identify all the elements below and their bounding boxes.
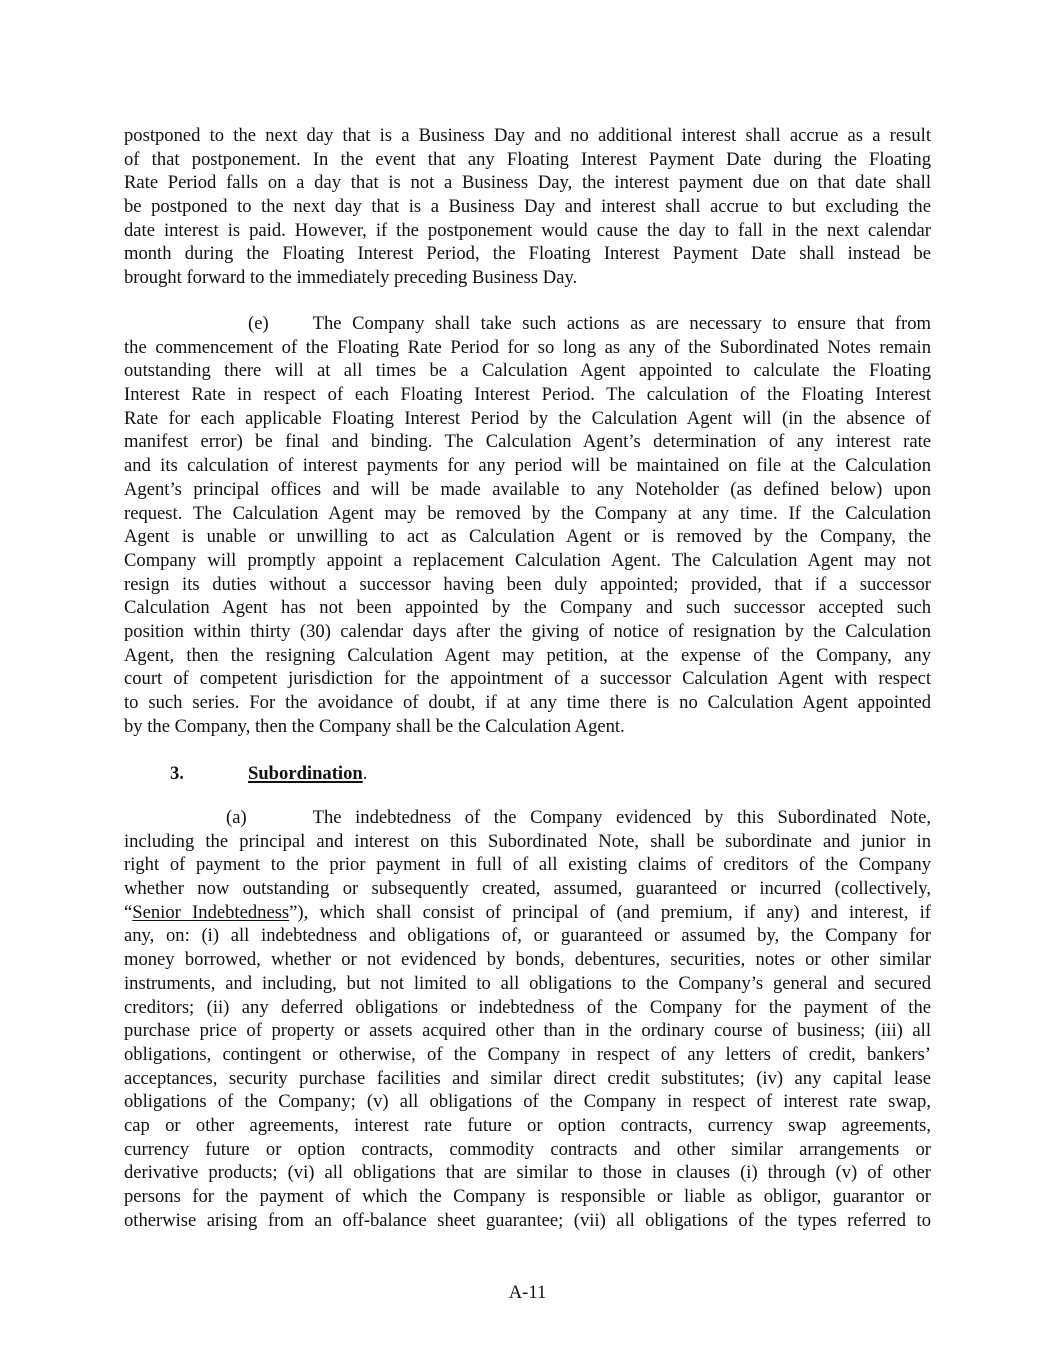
open-quote: “: [124, 901, 133, 923]
text-line: outstanding there will at all times be a Calculation Agent appointed to calculate the Floating: [124, 360, 931, 382]
text-line: resign its duties without a successor having been duly appointed; provided, that if a successor: [124, 573, 931, 595]
text-line: Rate for each applicable Floating Interest Period by the Calculation Agent will (in the absence of: [124, 407, 931, 429]
text-line: and its calculation of interest payments for any period will be maintained on file at the Calculation: [124, 455, 931, 477]
section-number: 3.: [170, 763, 184, 784]
text-line: instruments, and including, but not limited to all obligations to the Company’s general and secured: [124, 972, 931, 994]
text-line: whether now outstanding or subsequently created, assumed, guaranteed or incurred (collectively,: [124, 878, 931, 900]
text-line: to such series. For the avoidance of doubt, if at any time there is no Calculation Agent appointed: [124, 692, 931, 713]
section-title-period: .: [362, 763, 368, 784]
text-line: including the principal and interest on this Subordinated Note, shall be subordinate and junior in: [124, 830, 931, 852]
text-line: derivative products; (vi) all obligations that are similar to those in clauses (i) through (v) of other: [124, 1162, 931, 1184]
paragraph-marker: (e): [248, 313, 269, 334]
defined-term-senior-indebtedness: Senior Indebtedness: [132, 901, 290, 923]
text-line: cap or other agreements, interest rate future or option contracts, currency swap agreements,: [124, 1114, 931, 1136]
text-line: money borrowed, whether or not evidenced by bonds, debentures, securities, notes or other similar: [124, 949, 931, 971]
text-line: date interest is paid. However, if the postponement would cause the day to fall in the next calendar: [124, 219, 931, 241]
text-line: brought forward to the immediately preceding Business Day.: [124, 267, 578, 289]
text-line: Company will promptly appoint a replacement Calculation Agent. The Calculation Agent may not: [124, 549, 931, 571]
text-line: obligations of the Company; (v) all obligations of the Company in respect of interest rate swap,: [124, 1091, 931, 1113]
text-line: by the Company, then the Company shall be the Calculation Agent.: [124, 715, 625, 737]
text-line: Agent’s principal offices and will be made available to any Noteholder (as defined below) upon: [124, 478, 931, 500]
text-line: month during the Floating Interest Period, the Floating Interest Payment Date shall instead be: [124, 243, 931, 265]
defined-term-line: [124, 901, 931, 925]
text-line: Agent, then the resigning Calculation Agent may petition, at the expense of the Company, any: [124, 644, 931, 666]
text-line: any, on: (i) all indebtedness and obligations of, or guaranteed or assumed by, the Company for: [124, 925, 931, 947]
text-line: Interest Rate in respect of each Floating Interest Period. The calculation of the Floating Interest: [124, 384, 931, 406]
section-heading: [170, 762, 367, 786]
text-line: the commencement of the Floating Rate Period for so long as any of the Subordinated Notes remain: [124, 336, 931, 358]
text-line: position within thirty (30) calendar days after the giving of notice of resignation by the Calculation: [124, 620, 931, 642]
text-line: otherwise arising from an off-balance sheet guarantee; (vii) all obligations of the types referred to: [124, 1209, 931, 1231]
paragraph-marker: (a): [226, 807, 247, 828]
text-line: Rate Period falls on a day that is not a Business Day, the interest payment due on that date shall: [124, 172, 931, 194]
paragraph-e: [124, 312, 931, 738]
text-line: ”), which shall consist of principal of (and premium, if any) and interest, if: [289, 901, 931, 923]
text-line: request. The Calculation Agent may be removed by the Company at any time. If the Calculation: [124, 502, 931, 524]
text-line: be postponed to the next day that is a Business Day and interest shall accrue to but excluding the: [124, 196, 931, 218]
text-line: acceptances, security purchase facilities and similar direct credit substitutes; (iv) any capital lease: [124, 1067, 931, 1089]
paragraph-e-first-line: [124, 312, 931, 336]
text-line: persons for the payment of which the Company is responsible or liable as obligor, guarantor or: [124, 1186, 931, 1207]
text-line: Calculation Agent has not been appointed by the Company and such successor accepted such: [124, 597, 931, 619]
text-line: right of payment to the prior payment in full of all existing claims of creditors of the Company: [124, 854, 931, 876]
section-title: Subordination: [248, 763, 363, 784]
text-line: of that postponement. In the event that any Floating Interest Payment Date during the Floating: [124, 148, 931, 170]
text-line: purchase price of property or assets acquired other than in the ordinary course of business; (iii) all: [124, 1020, 931, 1042]
text-line: obligations, contingent or otherwise, of the Company in respect of any letters of credit, bankers’: [124, 1043, 931, 1065]
text-line: manifest error) be final and binding. The Calculation Agent’s determination of any interest rate: [124, 431, 931, 453]
text-line: The indebtedness of the Company evidenced by this Subordinated Note,: [312, 807, 931, 828]
text-line: The Company shall take such actions as are necessary to ensure that from: [312, 313, 931, 334]
text-line: court of competent jurisdiction for the appointment of a successor Calculation Agent with respect: [124, 668, 931, 690]
paragraph-a: [124, 806, 931, 1232]
text-line: currency future or option contracts, commodity contracts and other similar arrangements or: [124, 1138, 931, 1160]
paragraph-a-first-line: [124, 806, 931, 830]
text-line: creditors; (ii) any deferred obligations or indebtedness of the Company for the payment of the: [124, 996, 931, 1018]
page-number: A-11: [508, 1282, 547, 1303]
text-line: Agent is unable or unwilling to act as Calculation Agent or is removed by the Company, the: [124, 526, 931, 548]
continuation-paragraph: [124, 124, 931, 290]
text-line: postponed to the next day that is a Business Day and no additional interest shall accrue as a result: [124, 125, 931, 146]
